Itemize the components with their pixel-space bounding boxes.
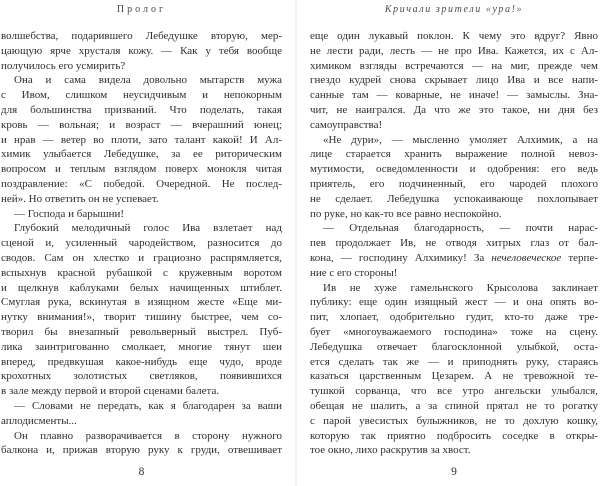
page-gutter-divider: [295, 0, 297, 486]
text-line: с парой увесистых булыжников, не то дохлую кошку,: [310, 414, 598, 427]
text-line: не лести ради, лесть — не про Ива. Кажется, их с Ал-: [310, 44, 598, 57]
text-line: пев продолжает Ив, не отводя хитрых глаз от бал-: [310, 237, 598, 250]
text-line: обещая не шалить, а за спиной прятал не то рогатку: [310, 399, 598, 412]
text-line: и щелкнув каблуками белых начищенных штиблет.: [1, 281, 282, 294]
text-line: — Господа и барышни!: [14, 207, 125, 220]
text-line: Лебедушка отвечает благосклонной улыбкой, оста-: [310, 340, 598, 353]
text-line: Она и сама видела довольно мытарств мужа: [14, 74, 282, 87]
text-line: самоуправства!: [310, 118, 383, 131]
text-line: кона, — господину Алхимику! За нечеловеческое терпе-: [310, 251, 598, 264]
right-page-text: [310, 29, 598, 458]
text-line: — Отдельная благодарность, — почти нарас-: [323, 222, 598, 235]
text-line: получилось его усмирить?: [1, 59, 126, 72]
text-line: химиком взгляды встречаются — на миг, прежде чем: [310, 59, 598, 72]
text-line: вопросом и теплым взглядом поверх монокля читая: [1, 163, 282, 176]
text-line: цающую ярче хрусталя кожу. — Как у тебя вообще: [1, 44, 282, 57]
running-header-left: Пролог: [116, 4, 167, 15]
text-line: и нрав — ветер во плоти, зато талант какой! И Ал-: [1, 133, 282, 146]
text-line: казаться царственным Цезарем. А не тревожной те-: [310, 370, 598, 383]
text-line: публику: еще один изящный жест — и она опять во-: [310, 296, 598, 309]
text-line: — Словами не передать, как я благодарен за ваши: [14, 399, 282, 412]
text-line: крохотных золотистых светляков, появившихся: [1, 370, 282, 383]
text-line: Он плавно разворачивается в сторону нужного: [14, 429, 282, 442]
text-line: Смуглая рука, вскинутая в изящном жесте «Еще ми-: [1, 296, 282, 309]
text-line: химик улыбается Лебедушке, за ее риторическим: [1, 148, 282, 161]
text-line: лице старается хранить выражение полной невоз-: [310, 148, 598, 161]
page-number-left: 8: [138, 466, 145, 478]
text-line: в зале между первой и второй сценами балета.: [1, 385, 220, 398]
text-line: балкона и, прижав вторую руку к груди, отвешивает: [1, 444, 282, 457]
running-header-right: Кричали зрители «ура!»: [384, 4, 524, 15]
text-line: «Не дури», — мысленно умоляет Алхимик, а на: [323, 133, 598, 146]
text-line: кровь — вольная; и возраст — вчерашний юнец;: [1, 118, 282, 131]
text-line: поздравление: «С победой. Очередной. Не послед-: [1, 177, 282, 190]
text-line: мутимости, осведомленности и одобрения: его ведь: [310, 163, 598, 176]
text-line: Ив не хуже гамельнского Крысолова заклинает: [323, 281, 598, 294]
text-line: которую так приятно подбросить соседке в откры-: [310, 429, 598, 442]
text-line: гнездо кудрей снова скрывает лицо Ива и все напи-: [310, 74, 598, 87]
text-line: приятель, его подчиненный, его чародей плохого: [310, 177, 598, 190]
text-line: ней». Но ответить он не успевает.: [1, 192, 159, 205]
text-line: ние с его стороны!: [310, 266, 398, 279]
text-line: тое окно, лихо раскрутив за хвост.: [310, 444, 471, 457]
text-line: по руке, но как-то все равно неспокойно.: [310, 207, 502, 220]
text-line: нутку внимания!», творит тишину быстрее, чем со-: [1, 311, 282, 324]
text-line: с Ивом, слишком неусидчивым и непокорным: [1, 89, 282, 102]
text-line: Глубокий мелодичный голос Ива взлетает над: [14, 222, 282, 235]
left-page-text: [1, 29, 282, 458]
text-line: ется сделать так же — и приподнять руку, стараясь: [310, 355, 598, 368]
text-line: аплодисменты...: [1, 414, 77, 427]
text-line: вперед, предвкушая какое-нибудь еще чудо, вроде: [1, 355, 282, 368]
text-line: тушкой сорванца, что все утро ангельски улыбался,: [310, 385, 598, 398]
text-line: санные там — коварные, не иначе! — замыслы. Зна-: [310, 89, 598, 102]
page-number-right: 9: [451, 466, 457, 478]
text-line: вспыхнув красной рубашкой с кружевным воротом: [1, 266, 282, 279]
right-page: [310, 0, 598, 486]
text-line: лика заинтригованно смолкает, многие тянут шеи: [1, 340, 282, 353]
text-line: для большинства призваний. Что поделать, такая: [1, 103, 282, 116]
text-line: чит, не наигрался. Да что же это такое, ни дня без: [310, 103, 598, 116]
text-line: еще один лукавый поклон. К чему это вдруг? Явно: [310, 30, 598, 42]
text-line: сводов. Сам он хлестко и грациозно распрямляется,: [1, 251, 282, 264]
text-line: сценой и, усиленный чародейством, разносится до: [1, 237, 282, 250]
text-line: пит, хлопает, одобрительно гудит, кто-то даже тре-: [310, 311, 598, 324]
left-page: [1, 0, 282, 486]
text-line: творил бы внезапный револьверный выстрел. Пуб-: [1, 325, 282, 338]
text-line: бует «многоуважаемого господина» тоже на сцену.: [310, 325, 598, 338]
text-line: не сделает. Лебедушка успокаивающе похлопывает: [310, 192, 598, 205]
text-line: волшебства, подарившего Лебедушке вторую, мер-: [1, 30, 282, 42]
